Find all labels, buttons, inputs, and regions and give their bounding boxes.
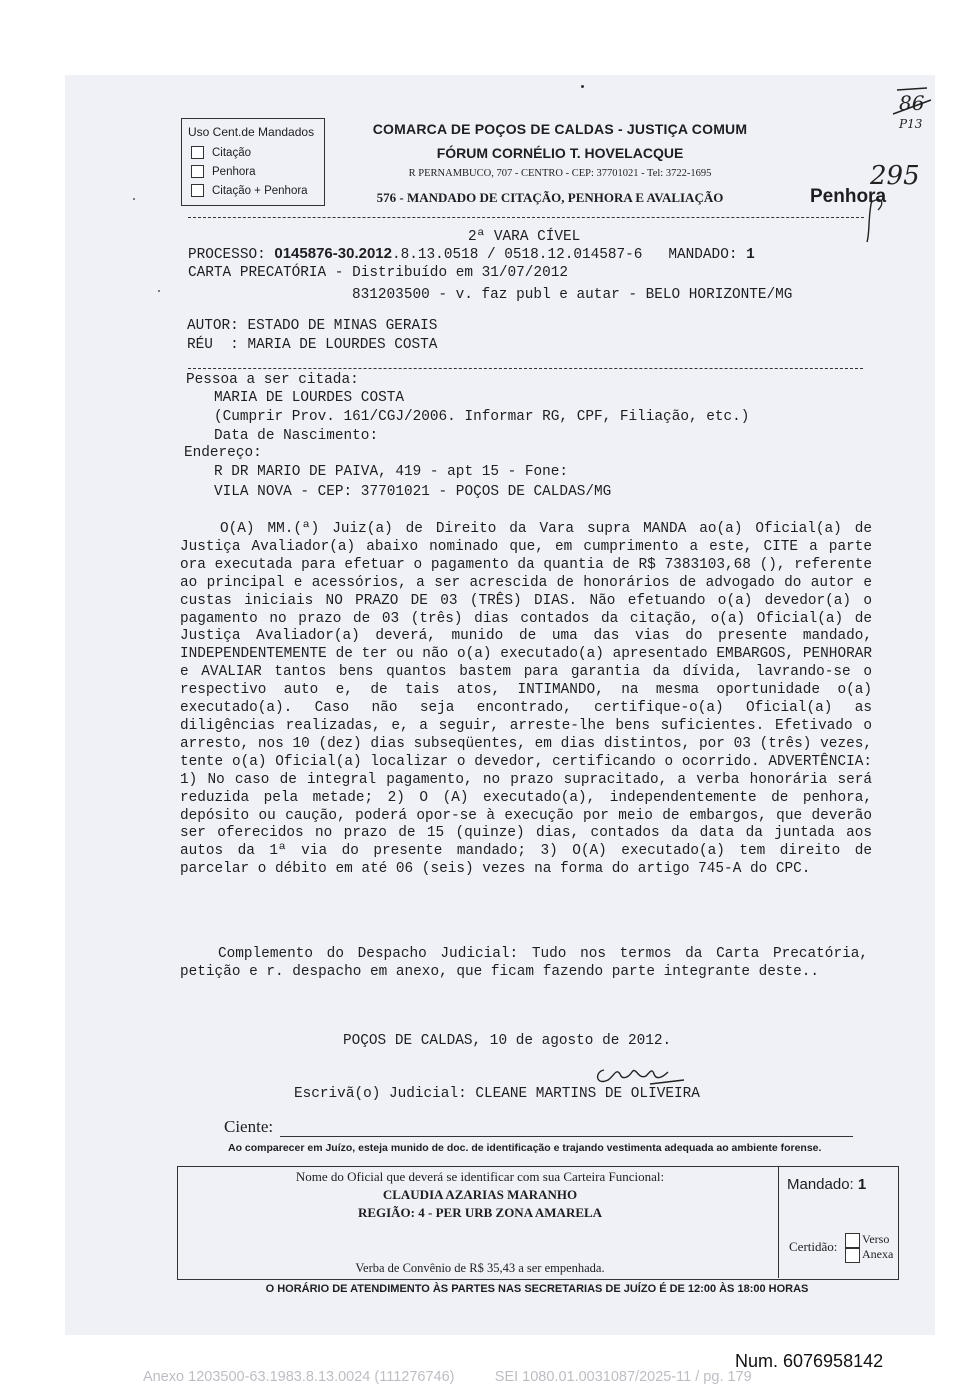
checkbox-citacao[interactable]: [191, 146, 251, 159]
mandate-type-title: 576 - MANDADO DE CITAÇÃO, PENHORA E AVALIAÇÃO: [376, 190, 724, 205]
checkbox-citacao-penhora[interactable]: [191, 184, 308, 197]
annex-stamp: Anexo 1203500-63.1983.8.13.0024 (111276746) SEI 1080.01.0031087/2025-11 / pg. 179: [143, 1369, 752, 1385]
processo-rest: .8.13.0518 / 0518.12.014587-6: [392, 247, 643, 263]
mandado-number: 1: [746, 247, 755, 263]
checkbox-square[interactable]: [191, 184, 204, 197]
svg-text:295: 295: [870, 161, 920, 191]
date-line: POÇOS DE CALDAS, 10 de agosto de 2012.: [343, 1033, 672, 1049]
scan-speck: [133, 198, 135, 200]
checkbox-square[interactable]: [191, 146, 204, 159]
office-hours-notice: O HORÁRIO DE ATENDIMENTO ÀS PARTES NAS SECRETARIAS DE JUÍZO É DE 12:00 ÀS 18:00 HORAS: [265, 1283, 809, 1295]
ciente-label: Ciente:: [224, 1117, 274, 1136]
checkbox-label: Citação: [212, 146, 251, 159]
separator-line: [188, 368, 863, 369]
process-line: [188, 245, 755, 263]
page-mark-top: 86: [899, 91, 925, 115]
officer-region: REGIÃO: 4 - PER URB ZONA AMARELA: [357, 1205, 603, 1220]
person-instruction: (Cumprir Prov. 161/CGJ/2006. Informar RG, CPF, Filiação, etc.): [214, 409, 750, 425]
checkbox-square[interactable]: [191, 165, 204, 178]
birth-date-label: Data de Nascimento:: [214, 428, 379, 444]
scan-speck: [158, 290, 160, 292]
certidao-option-verso: Verso: [862, 1232, 890, 1246]
ciente-signature-line[interactable]: [280, 1136, 853, 1137]
officer-name: CLAUDIA AZARIAS MARANHO: [382, 1187, 578, 1202]
certidao-anexa-checkbox[interactable]: [845, 1248, 860, 1263]
mandado-label: MANDADO:: [668, 247, 738, 263]
mandado-box-label: Mandado: 1: [787, 1176, 867, 1193]
address-line: VILA NOVA - CEP: 37701021 - POÇOS DE CALDAS/MG: [214, 484, 612, 500]
person-name: MARIA DE LOURDES COSTA: [214, 390, 404, 406]
certidao-option-anexa: Anexa: [862, 1247, 894, 1261]
forum-title: FÓRUM CORNÉLIO T. HOVELACQUE: [436, 145, 684, 161]
convenio-line: Verba de Convênio de R$ 35,43 a ser empenhada.: [355, 1261, 605, 1275]
autor-line: AUTOR: ESTADO DE MINAS GERAIS: [187, 318, 438, 334]
scan-speck: [581, 85, 584, 88]
complement-text: Complemento do Despacho Judicial: Tudo nos termos da Carta Precatória, petição e r. despacho em anexo, que ficam fazendo parte integrante deste..: [180, 946, 868, 980]
checkbox-penhora[interactable]: [191, 165, 255, 178]
mandate-body-text: O(A) MM.(ª) Juiz(a) de Direito da Vara supra MANDA ao(a) Oficial(a) de Justiça Avaliador(a) abaixo nominado que, em cumprimento a este, CITE a parte ora executada para efetuar o pagamento da quantia de R$ 7383103,68 (), referente ao principal e acessórios, a ser acrescida de honorários de advogado do autor e custas iniciais NO PRAZO DE 03 (TRÊS) DIAS. Não efetuando o(a) devedor(a) o pagamento no prazo de 03 (três) dias contados da citação, o(a) Oficial(a) de Justiça Avaliador(a) deverá, munido de uma das vias do presente mandado, INDEPENDENTEMENTE de ter ou não o(a) executado(a) apresentado EMBARGOS, PENHORAR e AVALIAR tantos bens quantos bastem para garantia da dívida, lavrando-se o respectivo auto e, de tais atos, INTIMANDO, na mesma oportunidade o(a) executado(a). Caso não seja encontrado, certifique-o(a) Oficial(a) as diligências realizadas, e, a seguir, arreste-lhe bens suficientes. Efetivado o arresto, nos 10 (dez) dias subseqüentes, em dias distintos, por 03 (três) vezes, tente o(a) Oficial(a) localizar o devedor, certificando o ocorrido. ADVERTÊNCIA: 1) No caso de integral pagamento, no prazo supracitado, a verba honorária será reduzida pela metade; 2) O (A) executado(a), independentemente de penhora, depósito ou caução, poderá opor-se à execução por meio de embargos, que deverão ser oferecidos no prazo de 15 (quinze) dias, contados da data da juntada aos autos da 1ª via do presente mandado; 3) O(A) executado(a) tem direito de parcelar o débito em até 06 (seis) vezes na forma do artigo 745-A do CPC.: [180, 521, 872, 878]
processo-label: PROCESSO:: [188, 247, 266, 263]
checkbox-label: Citação + Penhora: [212, 184, 308, 197]
penhora-label: Penhora: [810, 186, 887, 207]
court-title: COMARCA DE POÇOS DE CALDAS - JUSTIÇA COMUM: [372, 121, 748, 137]
document-number: Num. 6076958142: [735, 1351, 884, 1371]
certidao-verso-checkbox[interactable]: [845, 1233, 860, 1248]
address-label: Endereço:: [184, 445, 262, 461]
clerk-line: Escrivã(o) Judicial: CLEANE MARTINS DE OLIVEIRA: [294, 1086, 700, 1102]
officer-heading: Nome do Oficial que deverá se identificar com sua Carteira Funcional:: [295, 1169, 665, 1184]
separator-line: [188, 217, 864, 218]
certidao-label: Certidão:: [789, 1239, 838, 1254]
ciente-note: Ao comparecer em Juízo, esteja munido de doc. de identificação e trajando vestimenta adequada ao ambiente forense.: [228, 1142, 822, 1154]
person-label: Pessoa a ser citada:: [186, 372, 359, 388]
checkbox-label: Penhora: [212, 165, 256, 178]
reu-line: RÉU : MARIA DE LOURDES COSTA: [187, 337, 438, 353]
mandado-box-number: 1: [857, 1176, 867, 1193]
carta-precatoria: CARTA PRECATÓRIA - Distribuído em 31/07/2012: [188, 265, 568, 281]
carta-detail: 831203500 - v. faz publ e autar - BELO HORIZONTE/MG: [352, 287, 793, 303]
vara-title: 2ª VARA CÍVEL: [468, 229, 581, 245]
page-mark-sub: P13: [899, 117, 923, 131]
handwritten-folio-number: [866, 152, 936, 244]
court-address: R PERNAMBUCO, 707 - CENTRO - CEP: 37701021 - Tel: 3722-1695: [408, 168, 712, 179]
processo-number: 0145876-30.2012: [274, 245, 392, 262]
address-line: R DR MARIO DE PAIVA, 419 - apt 15 - Fone:: [214, 464, 569, 480]
mandate-box-title: Uso Cent.de Mandados: [188, 125, 315, 139]
handwritten-page-mark: [885, 80, 940, 132]
